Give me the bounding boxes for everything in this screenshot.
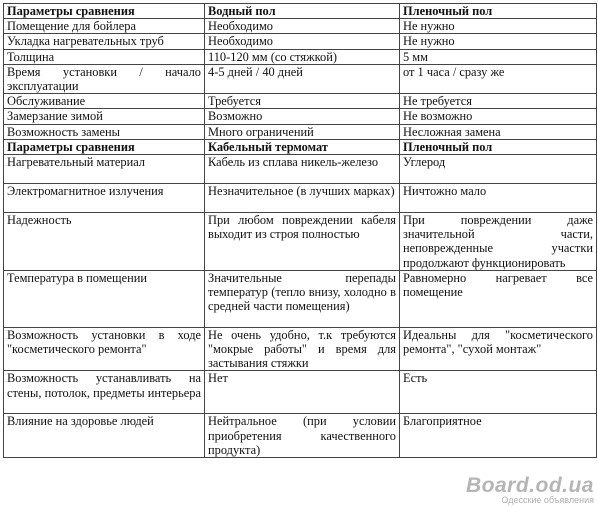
table2-header-row: [4, 139, 597, 154]
parameter-cell: Температура в помещении: [4, 270, 205, 327]
film-floor-cell: При повреждении даже значительной части, неповрежденные участки продолжают функционировать: [400, 213, 597, 271]
cable-mat-cell: Незначительное (в лучших марках): [205, 184, 400, 213]
header-cell: Пленочный пол: [400, 4, 597, 19]
film-floor-cell: Ничтожно мало: [400, 184, 597, 213]
cable-mat-cell: Кабель из сплава никель-железо: [205, 155, 400, 184]
film-floor-cell: Углерод: [400, 155, 597, 184]
comparison-table: [3, 3, 597, 458]
table-row: [4, 184, 597, 213]
film-floor-cell: Есть: [400, 371, 597, 414]
table-row: [4, 64, 597, 93]
parameter-cell: Нагревательный материал: [4, 155, 205, 184]
table-row: [4, 34, 597, 49]
parameter-cell: Возможность замены: [4, 124, 205, 139]
film-floor-cell: Благоприятное: [400, 414, 597, 458]
cable-mat-cell: При любом повреждении кабеля выходит из строя полностью: [205, 213, 400, 271]
cable-mat-cell: Нет: [205, 371, 400, 414]
parameter-cell: Обслуживание: [4, 94, 205, 109]
water-floor-cell: Много ограничений: [205, 124, 400, 139]
film-floor-cell: Идеальны для "косметического ремонта", "сухой монтаж": [400, 327, 597, 371]
parameter-cell: Толщина: [4, 49, 205, 64]
film-floor-cell: Не возможно: [400, 109, 597, 124]
film-floor-cell: Не нужно: [400, 19, 597, 34]
table-row: [4, 124, 597, 139]
parameter-cell: Электромагнитное излучения: [4, 184, 205, 213]
header-cell: Водный пол: [205, 4, 400, 19]
film-floor-cell: Не требуется: [400, 94, 597, 109]
table1-header-row: [4, 4, 597, 19]
table-row: [4, 19, 597, 34]
parameter-cell: Помещение для бойлера: [4, 19, 205, 34]
table-row: [4, 327, 597, 371]
table-row: [4, 94, 597, 109]
table-row: [4, 414, 597, 458]
watermark-tagline: Одесские объявления: [501, 495, 594, 505]
water-floor-cell: Требуется: [205, 94, 400, 109]
header-cell: Параметры сравнения: [4, 4, 205, 19]
parameter-cell: Возможность устанавливать на стены, потолок, предметы интерьера: [4, 371, 205, 414]
parameter-cell: Укладка нагревательных труб: [4, 34, 205, 49]
water-floor-cell: Необходимо: [205, 34, 400, 49]
water-floor-cell: 110-120 мм (со стяжкой): [205, 49, 400, 64]
water-floor-cell: 4-5 дней / 40 дней: [205, 64, 400, 93]
parameter-cell: Надежность: [4, 213, 205, 271]
parameter-cell: Замерзание зимой: [4, 109, 205, 124]
cable-mat-cell: Нейтральное (при условии приобретения качественного продукта): [205, 414, 400, 458]
parameter-cell: Влияние на здоровье людей: [4, 414, 205, 458]
header-cell: Пленочный пол: [400, 139, 597, 154]
watermark-logo: Board.od.ua: [465, 474, 594, 497]
table-row: [4, 213, 597, 271]
table-row: [4, 155, 597, 184]
table-row: [4, 371, 597, 414]
film-floor-cell: 5 мм: [400, 49, 597, 64]
table-row: [4, 270, 597, 327]
film-floor-cell: Равномерно нагревает все помещение: [400, 270, 597, 327]
parameter-cell: Время установки / начало эксплуатации: [4, 64, 205, 93]
cable-mat-cell: Значительные перепады температур (тепло внизу, холодно в средней части помещения): [205, 270, 400, 327]
site-watermark: [466, 474, 594, 505]
header-cell: Параметры сравнения: [4, 139, 205, 154]
water-floor-cell: Необходимо: [205, 19, 400, 34]
cable-mat-cell: Не очень удобно, т.к требуются "мокрые работы" и время для застывания стяжки: [205, 327, 400, 371]
document-page: [3, 3, 596, 458]
film-floor-cell: Несложная замена: [400, 124, 597, 139]
header-cell: Кабельный термомат: [205, 139, 400, 154]
parameter-cell: Возможность установки в ходе "косметического ремонта": [4, 327, 205, 371]
table-row: [4, 109, 597, 124]
table-row: [4, 49, 597, 64]
water-floor-cell: Возможно: [205, 109, 400, 124]
film-floor-cell: от 1 часа / сразу же: [400, 64, 597, 93]
film-floor-cell: Не нужно: [400, 34, 597, 49]
